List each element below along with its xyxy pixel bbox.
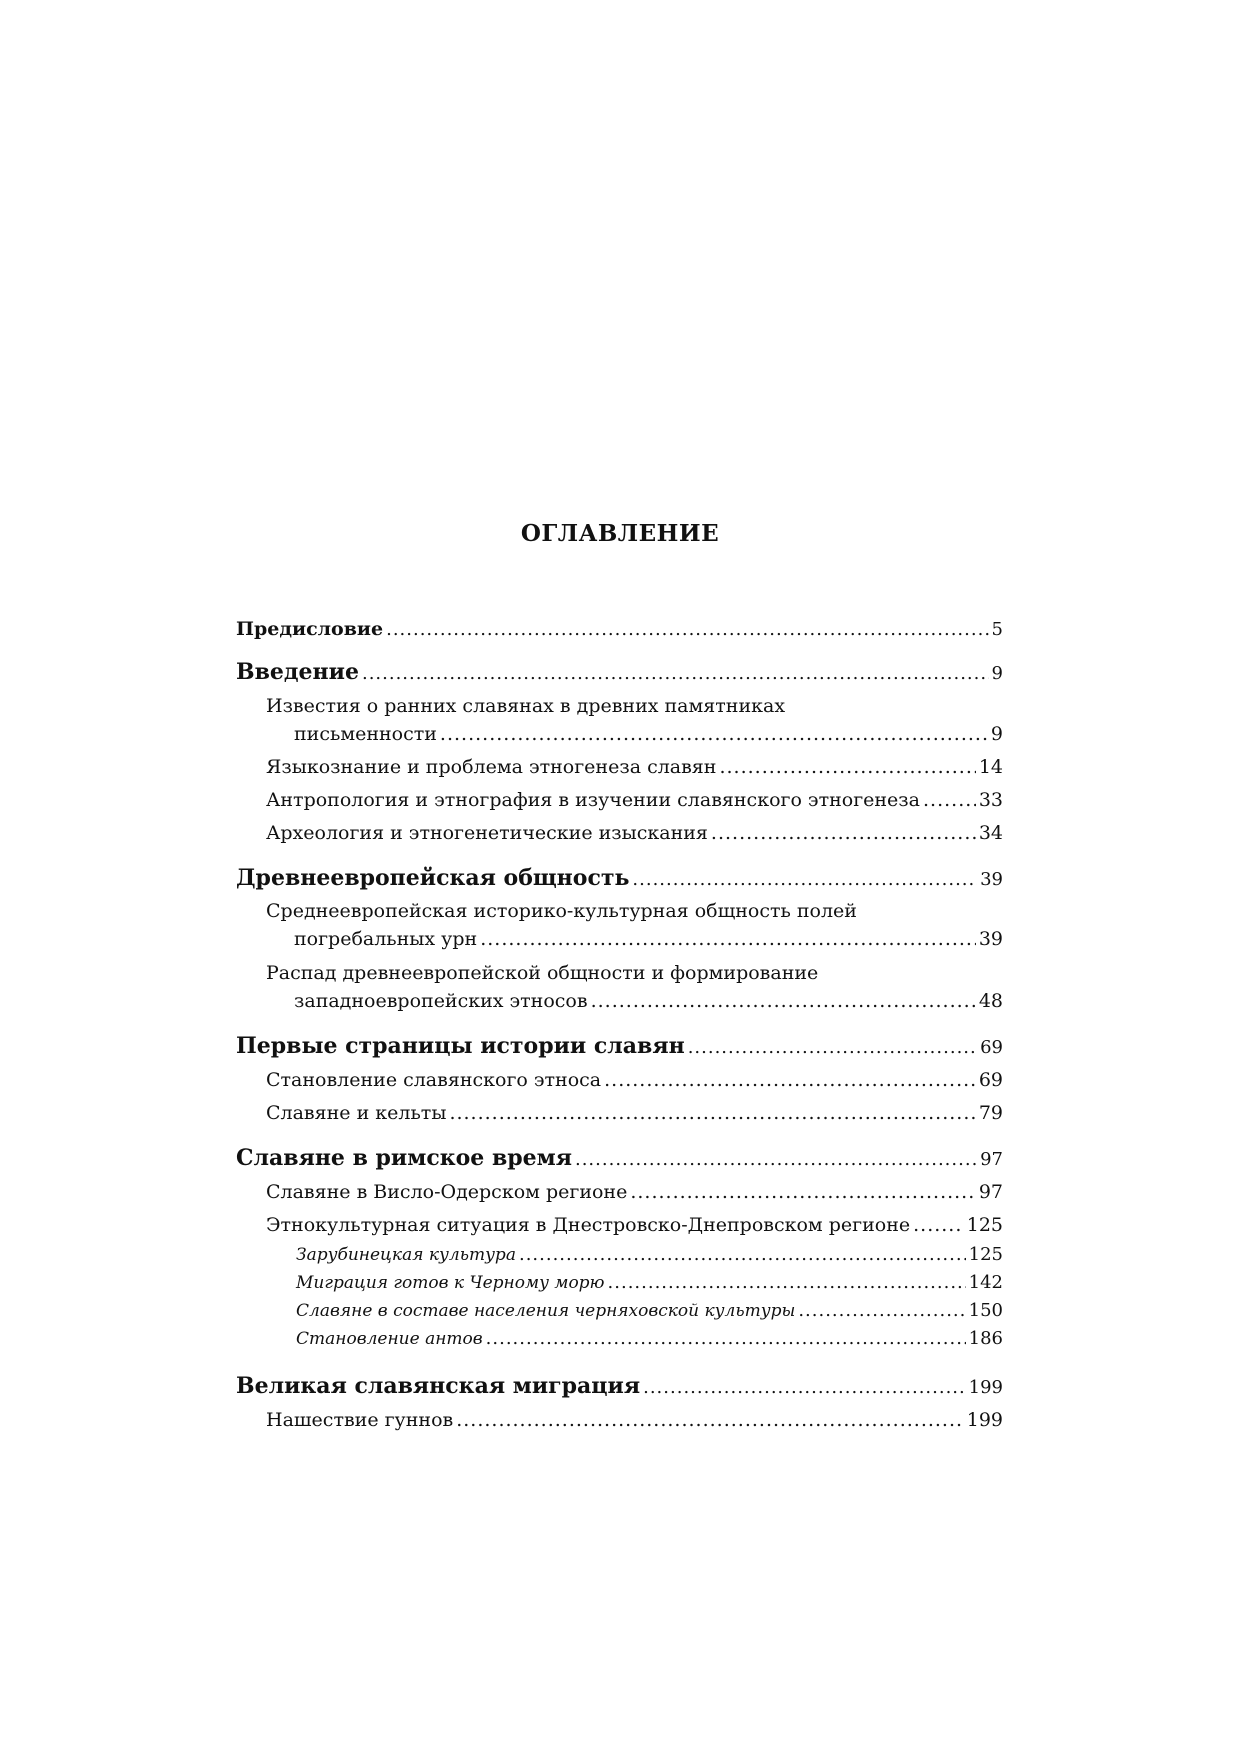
- toc-leader-dots: [575, 1149, 977, 1170]
- toc-page-number: 9: [990, 723, 1003, 745]
- toc-leader-dots: [643, 1377, 966, 1398]
- toc-page-number: 14: [978, 756, 1003, 778]
- toc-entry-text: Славяне и кельты: [266, 1102, 447, 1124]
- toc-page-number: 199: [968, 1377, 1003, 1398]
- toc-entry-text: Зарубинецкая культура: [296, 1245, 516, 1265]
- toc-leader-dots: [591, 990, 976, 1012]
- toc-leader-dots: [711, 822, 976, 844]
- toc-page-number: 79: [978, 1102, 1003, 1124]
- toc-entry-text: Миграция готов к Черному морю: [296, 1273, 605, 1293]
- toc-entry-continuation[interactable]: [294, 928, 1003, 950]
- toc-entry-text[interactable]: Известия о ранних славянах в древних памятниках: [266, 695, 786, 717]
- toc-entry[interactable]: [266, 1214, 1003, 1236]
- toc-entry-text: Языкознание и проблема этногенеза славян: [266, 756, 717, 778]
- toc-entry-text-cont: письменности: [294, 723, 437, 745]
- toc-leader-dots: [632, 869, 977, 890]
- toc-leader-dots: [719, 756, 975, 778]
- toc-entry-preface[interactable]: [236, 618, 1003, 640]
- toc-entry-text: Первые страницы истории славян: [236, 1033, 685, 1059]
- toc-leader-dots: [440, 723, 988, 745]
- toc-entry[interactable]: [266, 756, 1003, 778]
- toc-entry-text-cont: западноевропейских этносов: [294, 990, 588, 1012]
- toc-entry-text: Славяне в римское время: [236, 1145, 572, 1171]
- toc-entry-subsection[interactable]: [296, 1244, 1003, 1265]
- toc-page-number: 69: [980, 1037, 1003, 1058]
- toc-page-number: 39: [978, 928, 1003, 950]
- toc-page-number: 39: [980, 869, 1003, 890]
- toc-entry[interactable]: [266, 822, 1003, 844]
- toc-leader-dots: [386, 619, 988, 640]
- toc-entry-text: Нашествие гуннов: [266, 1409, 454, 1431]
- toc-leader-dots: [519, 1244, 966, 1265]
- toc-entry[interactable]: [266, 1409, 1003, 1431]
- toc-entry-text: Славяне в Висло-Одерском регионе: [266, 1181, 628, 1203]
- toc-entry[interactable]: [266, 1069, 1003, 1091]
- toc-page-number: 48: [978, 990, 1003, 1012]
- toc-page-number: 9: [991, 663, 1003, 684]
- toc-page-number: 33: [978, 789, 1003, 811]
- toc-entry-text: Становление антов: [296, 1329, 483, 1349]
- toc-leader-dots: [604, 1069, 976, 1091]
- toc-page-number: 186: [968, 1328, 1003, 1349]
- toc-entry-chapter[interactable]: [236, 1373, 1003, 1399]
- toc-leader-dots: [456, 1409, 964, 1431]
- toc-leader-dots: [688, 1037, 977, 1058]
- toc-entry-text: Введение: [236, 659, 359, 685]
- toc-entry[interactable]: [266, 1181, 1003, 1203]
- toc-entry-introduction[interactable]: [236, 659, 1003, 685]
- toc-entry-text: Археология и этногенетические изыскания: [266, 822, 708, 844]
- toc-entry-text[interactable]: Среднеевропейская историко-культурная общность полей: [266, 900, 857, 922]
- toc-entry-continuation[interactable]: [294, 723, 1003, 745]
- toc-entry-text: Великая славянская миграция: [236, 1373, 641, 1399]
- toc-leader-dots: [449, 1102, 975, 1124]
- toc-entry-chapter[interactable]: [236, 1033, 1003, 1059]
- toc-entry-text: Становление славянского этноса: [266, 1069, 602, 1091]
- toc-leader-dots: [630, 1181, 975, 1203]
- toc-page-number: 34: [978, 822, 1003, 844]
- toc-page-number: 199: [966, 1409, 1003, 1431]
- toc-entry-text: Предисловие: [236, 618, 384, 640]
- toc-entry-text: Этнокультурная ситуация в Днестровско-Днепровском регионе: [266, 1214, 911, 1236]
- toc-leader-dots: [608, 1272, 966, 1293]
- toc-entry[interactable]: [266, 789, 1003, 811]
- toc-leader-dots: [913, 1214, 964, 1236]
- toc-page-number: 69: [978, 1069, 1003, 1091]
- toc-entry-text[interactable]: Распад древнеевропейской общности и формирование: [266, 962, 819, 984]
- toc-page-number: 5: [991, 619, 1003, 640]
- toc-entry-subsection[interactable]: [296, 1328, 1003, 1349]
- toc-page-number: 142: [968, 1272, 1003, 1293]
- toc-entry-chapter[interactable]: [236, 865, 1003, 891]
- toc-entry-continuation[interactable]: [294, 990, 1003, 1012]
- toc-entry[interactable]: [266, 1102, 1003, 1124]
- toc-entry-text-cont: погребальных урн: [294, 928, 478, 950]
- toc-entry-subsection[interactable]: [296, 1300, 1003, 1321]
- toc-page-number: 125: [966, 1214, 1003, 1236]
- toc-entry-subsection[interactable]: [296, 1272, 1003, 1293]
- toc-leader-dots: [480, 928, 976, 950]
- toc-page-number: 125: [968, 1244, 1003, 1265]
- toc-leader-dots: [486, 1328, 966, 1349]
- toc-leader-dots: [362, 663, 989, 684]
- toc-leader-dots: [798, 1300, 965, 1321]
- toc-leader-dots: [923, 789, 976, 811]
- page-title: ОГЛАВЛЕНИЕ: [520, 520, 720, 547]
- toc-entry-text: Древнеевропейская общность: [236, 865, 630, 891]
- toc-page-number: 150: [968, 1300, 1003, 1321]
- toc-entry-text: Славяне в составе населения черняховской культуры: [296, 1301, 796, 1321]
- toc-page-number: 97: [980, 1149, 1003, 1170]
- toc-entry-text: Антропология и этнография в изучении славянского этногенеза: [266, 789, 920, 811]
- toc-entry-chapter[interactable]: [236, 1145, 1003, 1171]
- toc-page-number: 97: [978, 1181, 1003, 1203]
